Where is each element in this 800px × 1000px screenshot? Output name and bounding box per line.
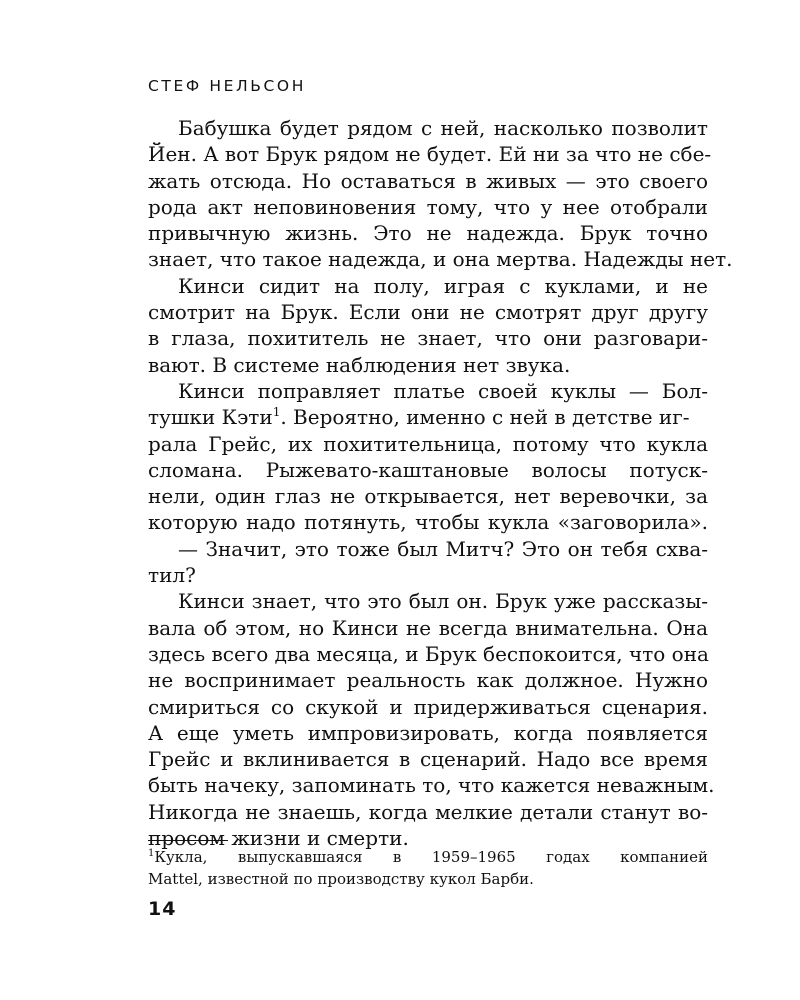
paragraph-line: Кинси знает, что это был он. Брук уже рассказы- <box>178 589 708 614</box>
footnote-line <box>148 846 708 868</box>
paragraph-line: знает, что такое надежда, и она мертва. Надежды нет. <box>148 247 733 272</box>
paragraph-line: — Значит, это тоже был Митч? Это он тебя схва- <box>178 536 708 561</box>
paragraph-line: здесь всего два месяца, и Брук беспокоится, что она <box>148 641 709 666</box>
paragraph-line: Бабушка будет рядом с ней, насколько позволит <box>178 116 708 140</box>
paragraph-line: рала Грейс, их похитительница, потому что кукла <box>148 431 708 456</box>
paragraph-line: смотрит на Брук. Если они не смотрят друг другу <box>148 300 708 325</box>
footnote-reference[interactable]: 1 <box>272 405 281 420</box>
footnote-marker: 1 <box>148 848 155 859</box>
paragraph-line: не воспринимает реальность как должное. Нужно <box>148 668 708 693</box>
line-start: тушки Кэти <box>148 405 273 430</box>
page-number: 14 <box>148 898 177 920</box>
paragraph-line: нели, один глаз не открывается, нет веревочки, за <box>148 484 708 509</box>
paragraph-line: привычную жизнь. Это не надежда. Брук точно <box>148 221 708 246</box>
paragraph-line: тил? <box>148 563 196 588</box>
paragraph-line: Кинси поправляет платье своей куклы — Бол- <box>178 378 708 403</box>
footnote-divider <box>148 840 228 841</box>
paragraph-line: вают. В системе наблюдения нет звука. <box>148 352 571 377</box>
paragraph-line: вала об этом, но Кинси не всегда внимательна. Она <box>148 615 708 640</box>
paragraph-line: рода акт неповиновения тому, что у нее отобрали <box>148 194 708 219</box>
footnote <box>148 846 708 890</box>
paragraph-line: Никогда не знаешь, когда мелкие детали станут во- <box>148 799 708 824</box>
paragraph-line: сломана. Рыжевато-каштановые волосы потуск- <box>148 457 708 482</box>
paragraph-line: А еще уметь импровизировать, когда появляется <box>148 720 708 745</box>
paragraph-line: в глаза, похититель не знает, что они разговари- <box>148 326 708 351</box>
paragraph-line: быть начеку, запоминать то, что кажется неважным. <box>148 773 715 798</box>
paragraph-line: Кинси сидит на полу, играя с куклами, и не <box>178 273 708 298</box>
footnote-line: Mattel, известной по производству кукол Барби. <box>148 870 534 888</box>
paragraph-line: просом жизни и смерти. <box>148 826 409 851</box>
body-text <box>148 115 733 851</box>
paragraph-line: Грейс и вклинивается в сценарий. Надо все время <box>148 747 708 772</box>
paragraph-line: смириться со скукой и придерживаться сценария. <box>148 694 708 719</box>
paragraph-line: Йен. А вот Брук рядом не будет. Ей ни за что не сбе- <box>148 142 712 167</box>
running-head: СТЕФ НЕЛЬСОН <box>148 77 306 95</box>
paragraph-line: жать отсюда. Но оставаться в живых — это своего <box>148 168 708 193</box>
footnote-text: Кукла, выпускавшаяся в 1959–1965 годах компанией <box>154 848 708 866</box>
paragraph-line-with-footnote-ref <box>148 404 708 430</box>
paragraph-line: которую надо потянуть, чтобы кукла «заговорила». <box>148 510 708 535</box>
line-end: . Вероятно, именно с ней в детстве иг- <box>280 405 690 430</box>
